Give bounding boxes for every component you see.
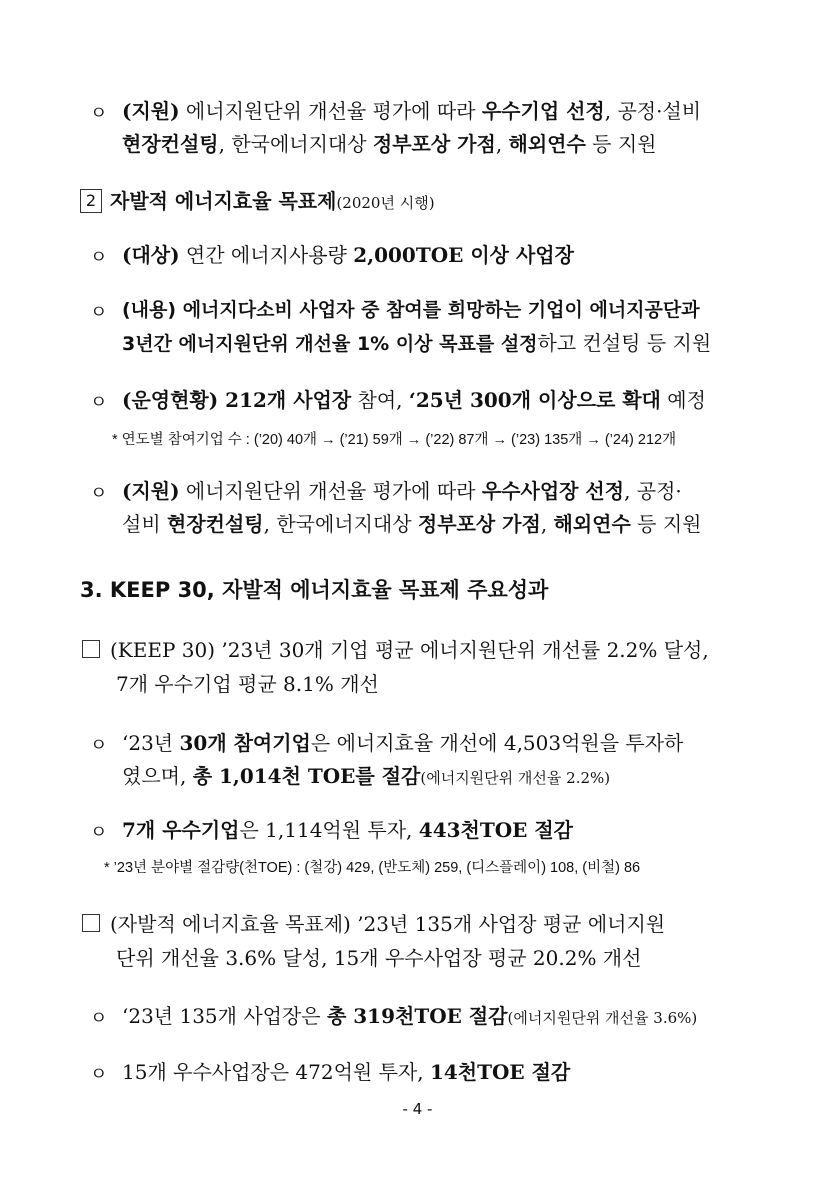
result-voluntary-line2: 단위 개선율 3.6% 달성, 15개 우수사업장 평균 20.2% 개선 (116, 946, 642, 970)
checkbox-square-icon (82, 914, 100, 932)
para-operation-status: (운영현황) 212개 사업장 참여, ‘25년 300개 이상으로 확대 예정 (122, 388, 706, 412)
section-number-box: 2 (80, 189, 102, 213)
keep30-investment-line2: 였으며, 총 1,014천 TOE를 절감(에너지원단위 개선율 2.2%) (122, 764, 611, 788)
para-target: (대상) 연간 에너지사용량 2,000TOE 이상 사업장 (122, 243, 574, 267)
section-2-heading: 2 자발적 에너지효율 목표제(2020년 시행) (80, 180, 435, 224)
bullet-icon: ㅇ (90, 1008, 108, 1029)
para-support-2-line1: (지원) 에너지원단위 개선율 평가에 따라 우수사업장 선정, 공정· (122, 479, 682, 503)
checkbox-square-icon (82, 640, 100, 658)
result-keep30-line1: (KEEP 30) ’23년 30개 기업 평균 에너지원단위 개선률 2.2% 달성, (82, 629, 709, 671)
voluntary-savings: ‘23년 135개 사업장은 총 319천TOE 절감(에너지원단위 개선율 3.6%) (122, 1004, 698, 1028)
note-yearly-participants: * 연도별 참여기업 수 : (’20) 40개 → (’21) 59개 → (’22) 87개 → (’23) 135개 → (’24) 212개 (112, 432, 677, 448)
bullet-icon: ㅇ (90, 1064, 108, 1085)
para-support-1-line2: 현장컨설팅, 한국에너지대상 정부포상 가점, 해외연수 등 지원 (122, 132, 657, 156)
section-3-heading: 3. KEEP 30, 자발적 에너지효율 목표제 주요성과 (80, 578, 549, 602)
bullet-icon: ㅇ (90, 735, 108, 756)
voluntary-excellent-sites: 15개 우수사업장은 472억원 투자, 14천TOE 절감 (122, 1060, 571, 1084)
bullet-icon: ㅇ (90, 302, 108, 323)
note-sector-savings: * ’23년 분야별 절감량(천TOE) : (철강) 429, (반도체) 259, (디스플레이) 108, (비철) 86 (104, 860, 641, 876)
bullet-icon: ㅇ (90, 103, 108, 124)
bullet-icon: ㅇ (90, 822, 108, 843)
keep30-investment-line1: ‘23년 30개 참여기업은 에너지효율 개선에 4,503억원을 투자하 (122, 731, 684, 755)
bullet-icon: ㅇ (90, 247, 108, 268)
result-keep30-line2: 7개 우수기업 평균 8.1% 개선 (116, 672, 379, 696)
para-support-1-line1: (지원) 에너지원단위 개선율 평가에 따라 우수기업 선정, 공정·설비 (122, 99, 702, 123)
page-number: - 4 - (402, 1100, 433, 1118)
para-support-2-line2: 설비 현장컨설팅, 한국에너지대상 정부포상 가점, 해외연수 등 지원 (122, 512, 702, 536)
bullet-icon: ㅇ (90, 392, 108, 413)
result-voluntary-line1: (자발적 에너지효율 목표제) ’23년 135개 사업장 평균 에너지원 (82, 903, 665, 945)
keep30-excellent-companies: 7개 우수기업은 1,114억원 투자, 443천TOE 절감 (122, 818, 574, 842)
para-content-line2: 3년간 에너지원단위 개선율 1% 이상 목표를 설정하고 컨설팅 등 지원 (122, 331, 712, 355)
para-content-line1: (내용) 에너지다소비 사업자 중 참여를 희망하는 기업이 에너지공단과 (122, 299, 700, 321)
bullet-icon: ㅇ (90, 483, 108, 504)
